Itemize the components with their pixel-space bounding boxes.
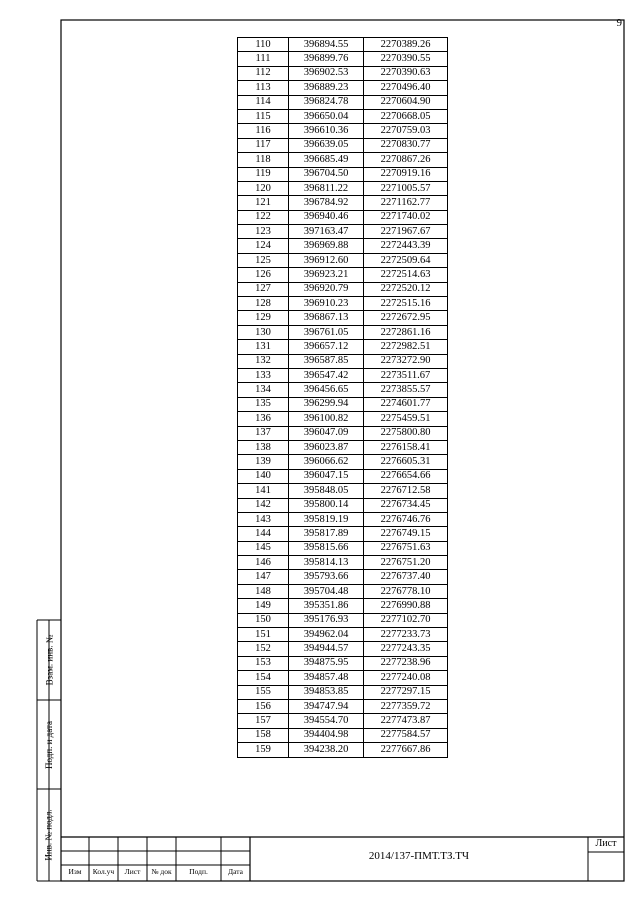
table-row [238, 412, 448, 426]
point-number-cell: 111 [238, 52, 289, 66]
point-number-cell: 156 [238, 699, 289, 713]
y-coordinate-cell: 2277297.15 [364, 685, 448, 699]
y-coordinate-cell: 2273272.90 [364, 354, 448, 368]
point-number-cell: 132 [238, 354, 289, 368]
y-coordinate-cell: 2276158.41 [364, 440, 448, 454]
x-coordinate-cell: 395817.89 [289, 527, 364, 541]
point-number-cell: 139 [238, 455, 289, 469]
point-number-cell: 143 [238, 512, 289, 526]
y-coordinate-cell: 2276605.31 [364, 455, 448, 469]
x-coordinate-cell: 396910.23 [289, 297, 364, 311]
y-coordinate-cell: 2276712.58 [364, 484, 448, 498]
y-coordinate-cell: 2277102.70 [364, 613, 448, 627]
x-coordinate-cell: 394747.94 [289, 699, 364, 713]
point-number-cell: 135 [238, 397, 289, 411]
table-row [238, 196, 448, 210]
table-row [238, 153, 448, 167]
y-coordinate-cell: 2276746.76 [364, 512, 448, 526]
y-coordinate-cell: 2270830.77 [364, 138, 448, 152]
point-number-cell: 144 [238, 527, 289, 541]
x-coordinate-cell: 396867.13 [289, 311, 364, 325]
table-row [238, 599, 448, 613]
table-row [238, 253, 448, 267]
x-coordinate-cell: 396811.22 [289, 181, 364, 195]
table-row [238, 613, 448, 627]
x-coordinate-cell: 395800.14 [289, 498, 364, 512]
y-coordinate-cell: 2272861.16 [364, 325, 448, 339]
y-coordinate-cell: 2270867.26 [364, 153, 448, 167]
point-number-cell: 142 [238, 498, 289, 512]
point-number-cell: 136 [238, 412, 289, 426]
point-number-cell: 134 [238, 383, 289, 397]
table-row [238, 368, 448, 382]
y-coordinate-cell: 2277243.35 [364, 642, 448, 656]
table-row [238, 714, 448, 728]
y-coordinate-cell: 2270496.40 [364, 81, 448, 95]
y-coordinate-cell: 2276990.88 [364, 599, 448, 613]
table-row [238, 239, 448, 253]
y-coordinate-cell: 2273855.57 [364, 383, 448, 397]
y-coordinate-cell: 2270389.26 [364, 38, 448, 52]
stamp-column-izm: Изм [68, 867, 82, 876]
x-coordinate-cell: 396969.88 [289, 239, 364, 253]
x-coordinate-cell: 394404.98 [289, 728, 364, 742]
y-coordinate-cell: 2271740.02 [364, 210, 448, 224]
stamp-column-n-dok: № док [151, 867, 172, 876]
table-row [238, 584, 448, 598]
table-row [238, 66, 448, 80]
table-row [238, 383, 448, 397]
y-coordinate-cell: 2276737.40 [364, 570, 448, 584]
x-coordinate-cell: 396650.04 [289, 109, 364, 123]
x-coordinate-cell: 396547.42 [289, 368, 364, 382]
table-row [238, 81, 448, 95]
table-row [238, 340, 448, 354]
y-coordinate-cell: 2272509.64 [364, 253, 448, 267]
y-coordinate-cell: 2276749.15 [364, 527, 448, 541]
point-number-cell: 114 [238, 95, 289, 109]
point-number-cell: 125 [238, 253, 289, 267]
point-number-cell: 158 [238, 728, 289, 742]
point-number-cell: 133 [238, 368, 289, 382]
y-coordinate-cell: 2270390.55 [364, 52, 448, 66]
point-number-cell: 118 [238, 153, 289, 167]
table-row [238, 354, 448, 368]
table-row [238, 225, 448, 239]
table-row [238, 570, 448, 584]
point-number-cell: 112 [238, 66, 289, 80]
point-number-cell: 117 [238, 138, 289, 152]
table-row [238, 38, 448, 52]
point-number-cell: 127 [238, 282, 289, 296]
y-coordinate-cell: 2276778.10 [364, 584, 448, 598]
y-coordinate-cell: 2270390.63 [364, 66, 448, 80]
point-number-cell: 146 [238, 556, 289, 570]
point-number-cell: 153 [238, 656, 289, 670]
table-row [238, 671, 448, 685]
point-number-cell: 151 [238, 628, 289, 642]
x-coordinate-cell: 394962.04 [289, 628, 364, 642]
x-coordinate-cell: 395814.13 [289, 556, 364, 570]
x-coordinate-cell: 396889.23 [289, 81, 364, 95]
side-label-vzam-inv: Взам. инв. № [44, 634, 54, 686]
x-coordinate-cell: 395176.93 [289, 613, 364, 627]
table-row [238, 498, 448, 512]
point-number-cell: 119 [238, 167, 289, 181]
stamp-column-list: Лист [124, 867, 141, 876]
sheet-label: Лист [595, 838, 617, 849]
x-coordinate-cell: 396610.36 [289, 124, 364, 138]
table-row [238, 282, 448, 296]
y-coordinate-cell: 2270604.90 [364, 95, 448, 109]
point-number-cell: 149 [238, 599, 289, 613]
table-row [238, 167, 448, 181]
y-coordinate-cell: 2271967.67 [364, 225, 448, 239]
table-row [238, 642, 448, 656]
table-row [238, 484, 448, 498]
point-number-cell: 113 [238, 81, 289, 95]
table-row [238, 181, 448, 195]
x-coordinate-cell: 396299.94 [289, 397, 364, 411]
table-row [238, 527, 448, 541]
table-row [238, 556, 448, 570]
y-coordinate-cell: 2276654.66 [364, 469, 448, 483]
y-coordinate-cell: 2270919.16 [364, 167, 448, 181]
table-row [238, 440, 448, 454]
coordinates-table [237, 37, 448, 758]
y-coordinate-cell: 2272520.12 [364, 282, 448, 296]
x-coordinate-cell: 396920.79 [289, 282, 364, 296]
table-row [238, 138, 448, 152]
table-row [238, 325, 448, 339]
x-coordinate-cell: 396100.82 [289, 412, 364, 426]
x-coordinate-cell: 395351.86 [289, 599, 364, 613]
y-coordinate-cell: 2270668.05 [364, 109, 448, 123]
table-row [238, 699, 448, 713]
stamp-column-data: Дата [228, 867, 243, 876]
x-coordinate-cell: 396784.92 [289, 196, 364, 210]
y-coordinate-cell: 2272982.51 [364, 340, 448, 354]
x-coordinate-cell: 394853.85 [289, 685, 364, 699]
x-coordinate-cell: 396456.65 [289, 383, 364, 397]
point-number-cell: 154 [238, 671, 289, 685]
x-coordinate-cell: 396587.85 [289, 354, 364, 368]
x-coordinate-cell: 396912.60 [289, 253, 364, 267]
table-row [238, 426, 448, 440]
point-number-cell: 138 [238, 440, 289, 454]
point-number-cell: 130 [238, 325, 289, 339]
y-coordinate-cell: 2275459.51 [364, 412, 448, 426]
x-coordinate-cell: 396685.49 [289, 153, 364, 167]
table-row [238, 469, 448, 483]
x-coordinate-cell: 395848.05 [289, 484, 364, 498]
x-coordinate-cell: 394875.95 [289, 656, 364, 670]
table-row [238, 455, 448, 469]
point-number-cell: 116 [238, 124, 289, 138]
x-coordinate-cell: 396894.55 [289, 38, 364, 52]
x-coordinate-cell: 396940.46 [289, 210, 364, 224]
point-number-cell: 121 [238, 196, 289, 210]
table-row [238, 656, 448, 670]
point-number-cell: 115 [238, 109, 289, 123]
point-number-cell: 152 [238, 642, 289, 656]
x-coordinate-cell: 394857.48 [289, 671, 364, 685]
x-coordinate-cell: 396923.21 [289, 268, 364, 282]
table-row [238, 311, 448, 325]
table-row [238, 743, 448, 757]
y-coordinate-cell: 2270759.03 [364, 124, 448, 138]
x-coordinate-cell: 396704.50 [289, 167, 364, 181]
point-number-cell: 124 [238, 239, 289, 253]
table-row [238, 685, 448, 699]
table-row [238, 124, 448, 138]
y-coordinate-cell: 2272515.16 [364, 297, 448, 311]
table-row [238, 210, 448, 224]
point-number-cell: 123 [238, 225, 289, 239]
y-coordinate-cell: 2276751.20 [364, 556, 448, 570]
y-coordinate-cell: 2277667.86 [364, 743, 448, 757]
y-coordinate-cell: 2272443.39 [364, 239, 448, 253]
point-number-cell: 131 [238, 340, 289, 354]
table-row [238, 95, 448, 109]
x-coordinate-cell: 394238.20 [289, 743, 364, 757]
point-number-cell: 159 [238, 743, 289, 757]
x-coordinate-cell: 395815.66 [289, 541, 364, 555]
document-code: 2014/137-ПМТ.ТЗ.ТЧ [368, 850, 470, 862]
y-coordinate-cell: 2277240.08 [364, 671, 448, 685]
point-number-cell: 147 [238, 570, 289, 584]
y-coordinate-cell: 2272672.95 [364, 311, 448, 325]
y-coordinate-cell: 2276734.45 [364, 498, 448, 512]
table-row [238, 52, 448, 66]
point-number-cell: 128 [238, 297, 289, 311]
point-number-cell: 148 [238, 584, 289, 598]
point-number-cell: 140 [238, 469, 289, 483]
x-coordinate-cell: 395704.48 [289, 584, 364, 598]
page-number: 9 [616, 17, 622, 29]
y-coordinate-cell: 2272514.63 [364, 268, 448, 282]
y-coordinate-cell: 2275800.80 [364, 426, 448, 440]
x-coordinate-cell: 395793.66 [289, 570, 364, 584]
y-coordinate-cell: 2273511.67 [364, 368, 448, 382]
table-row [238, 728, 448, 742]
point-number-cell: 150 [238, 613, 289, 627]
side-label-podp-data: Подп. и дата [44, 720, 54, 769]
point-number-cell: 120 [238, 181, 289, 195]
x-coordinate-cell: 394554.70 [289, 714, 364, 728]
stamp-column-podp: Подп. [189, 867, 208, 876]
x-coordinate-cell: 396047.15 [289, 469, 364, 483]
table-row [238, 109, 448, 123]
point-number-cell: 141 [238, 484, 289, 498]
x-coordinate-cell: 396066.62 [289, 455, 364, 469]
table-row [238, 541, 448, 555]
y-coordinate-cell: 2277584.57 [364, 728, 448, 742]
side-label-inv-podl: Инв. № подл. [44, 809, 54, 861]
x-coordinate-cell: 396639.05 [289, 138, 364, 152]
y-coordinate-cell: 2271005.57 [364, 181, 448, 195]
x-coordinate-cell: 395819.19 [289, 512, 364, 526]
y-coordinate-cell: 2277233.73 [364, 628, 448, 642]
y-coordinate-cell: 2271162.77 [364, 196, 448, 210]
x-coordinate-cell: 397163.47 [289, 225, 364, 239]
table-row [238, 512, 448, 526]
x-coordinate-cell: 396023.87 [289, 440, 364, 454]
point-number-cell: 126 [238, 268, 289, 282]
table-row [238, 297, 448, 311]
y-coordinate-cell: 2276751.63 [364, 541, 448, 555]
x-coordinate-cell: 396047.09 [289, 426, 364, 440]
point-number-cell: 157 [238, 714, 289, 728]
table-row [238, 268, 448, 282]
x-coordinate-cell: 396824.78 [289, 95, 364, 109]
table-row [238, 397, 448, 411]
y-coordinate-cell: 2277473.87 [364, 714, 448, 728]
point-number-cell: 145 [238, 541, 289, 555]
point-number-cell: 122 [238, 210, 289, 224]
y-coordinate-cell: 2277238.96 [364, 656, 448, 670]
x-coordinate-cell: 396657.12 [289, 340, 364, 354]
table-row [238, 628, 448, 642]
point-number-cell: 129 [238, 311, 289, 325]
point-number-cell: 155 [238, 685, 289, 699]
x-coordinate-cell: 396761.05 [289, 325, 364, 339]
point-number-cell: 137 [238, 426, 289, 440]
point-number-cell: 110 [238, 38, 289, 52]
stamp-column-kol-uch: Кол.уч [92, 867, 115, 876]
x-coordinate-cell: 396899.76 [289, 52, 364, 66]
y-coordinate-cell: 2277359.72 [364, 699, 448, 713]
x-coordinate-cell: 396902.53 [289, 66, 364, 80]
y-coordinate-cell: 2274601.77 [364, 397, 448, 411]
x-coordinate-cell: 394944.57 [289, 642, 364, 656]
